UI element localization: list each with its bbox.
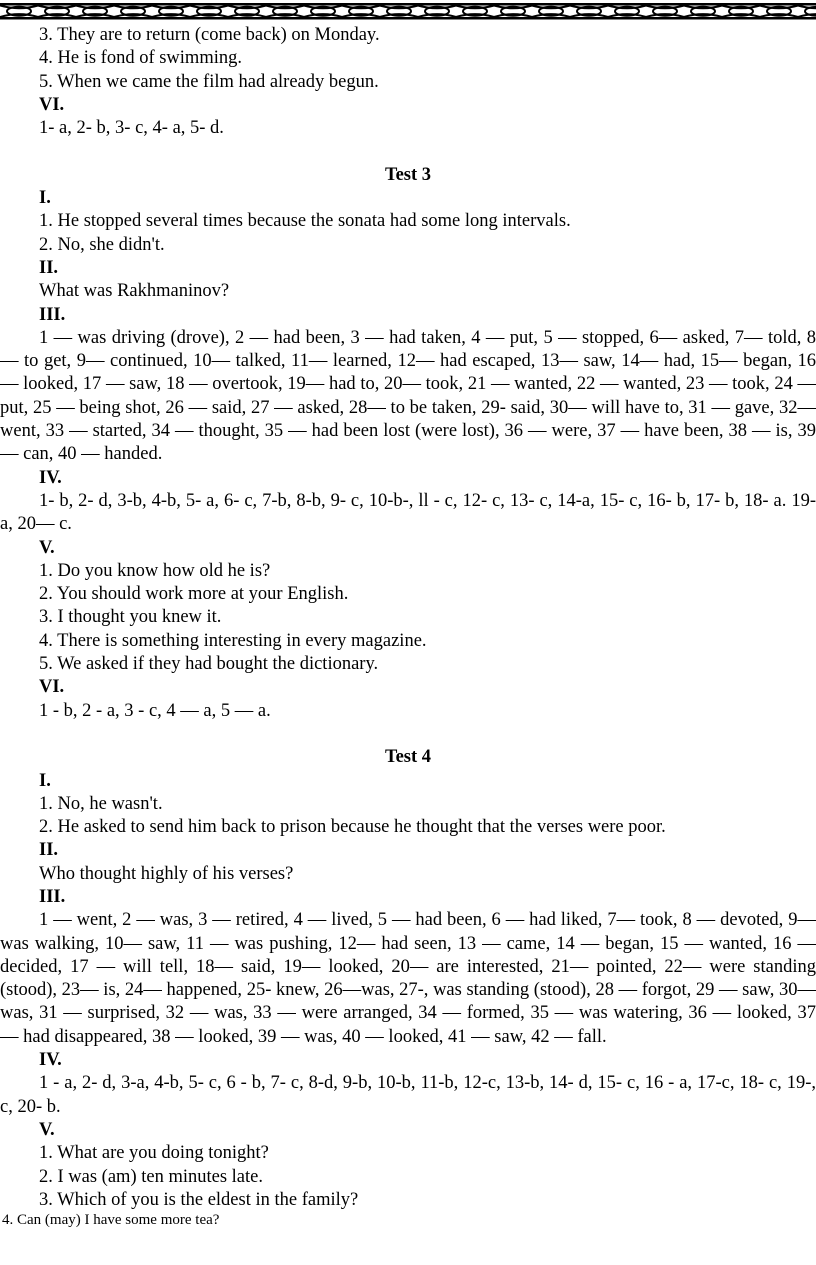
- section-heading-i: I.: [39, 770, 51, 791]
- answer-line: 1 - b, 2 - a, 3 - c, 4 — a, 5 — a.: [39, 700, 271, 721]
- test-4-title: Test 4: [384, 747, 432, 768]
- answer-line: 1. He stopped several times because the sonata had some long intervals.: [39, 211, 571, 232]
- section-heading-ii: II.: [39, 257, 59, 278]
- answer-line: 5. When we came the film had already begun.: [39, 71, 379, 92]
- answer-paragraph: 1 - a, 2- d, 3-a, 4-b, 5- c, 6 - b, 7- c, 8-d, 9-b, 10-b, 11-b, 12-c, 13-b, 14- d, 15- c, 16 - a, 17-c, 18- c, 19-, c, 20- b.: [0, 1073, 816, 1117]
- answer-line-small: 4. Can (may) I have some more tea?: [2, 1212, 220, 1229]
- answer-line: 3. I thought you knew it.: [39, 607, 222, 628]
- answer-line: 2. He asked to send him back to prison because he thought that the verses were poor.: [39, 817, 666, 838]
- section-heading-v: V.: [39, 537, 55, 558]
- answer-line: 2. I was (am) ten minutes late.: [39, 1166, 263, 1187]
- answer-line: 5. We asked if they had bought the dictionary.: [39, 654, 379, 675]
- section-heading-iv: IV.: [39, 467, 62, 488]
- answer-paragraph: 1 — was driving (drove), 2 — had been, 3 — had taken, 4 — put, 5 — stopped, 6— asked, 7— told, 8 — to get, 9— continued, 10— talked, 11— learned, 12— had escaped, 13— saw, 14— had, 15— began, 16— looked, 17 — saw, 18 — overtook, 19— had to, 20— took, 21 — wanted, 22 — wanted, 23 — took, 24 — put, 25 — being shot, 26 — said, 27 — asked, 28— to be taken, 29- said, 30— will have to, 31 — gave, 32— went, 33 — started, 34 — thought, 35 — had been lost (were lost), 36 — were, 37 — have been, 38 — is, 39 — can, 40 — handed.: [0, 327, 816, 465]
- answer-paragraph: 1- b, 2- d, 3-b, 4-b, 5- a, 6- c, 7-b, 8-b, 9- c, 10-b-, ll - c, 12- c, 13- c, 14-a, 15- c, 16- b, 17- b, 18- a. 19-a, 20— c.: [0, 490, 816, 535]
- answer-line: 4. There is something interesting in every magazine.: [39, 630, 427, 651]
- answer-line: 3. Which of you is the eldest in the family?: [39, 1189, 359, 1210]
- section-heading-iii: III.: [39, 304, 66, 325]
- section-heading-iv: IV.: [39, 1050, 62, 1071]
- section-heading-ii: II.: [39, 840, 59, 861]
- answer-line: 1. Do you know how old he is?: [39, 560, 271, 581]
- answer-line: Who thought highly of his verses?: [39, 863, 294, 884]
- section-heading-i: I.: [39, 188, 51, 209]
- answer-line: 1. No, he wasn't.: [39, 793, 163, 814]
- answer-line: 3. They are to return (come back) on Monday.: [39, 25, 380, 45]
- section-heading-vi: VI.: [39, 677, 65, 698]
- answer-line: 2. No, she didn't.: [39, 234, 165, 255]
- answer-line: 2. You should work more at your English.: [39, 584, 349, 605]
- section-heading-vi: VI.: [39, 94, 65, 115]
- answer-line: 1. What are you doing tonight?: [39, 1143, 269, 1164]
- document-page: [0, 24, 816, 1228]
- decorative-border: [0, 0, 816, 24]
- answer-line: 1- a, 2- b, 3- c, 4- a, 5- d.: [39, 118, 224, 139]
- test-3-title: Test 3: [384, 164, 432, 185]
- answer-line: What was Rakhmaninov?: [39, 281, 230, 302]
- answer-line: 4. He is fond of swimming.: [39, 48, 242, 69]
- answer-paragraph: 1 — went, 2 — was, 3 — retired, 4 — lived, 5 — had been, 6 — had liked, 7— took, 8 — devoted, 9— was walking, 10— saw, 11 — was pushing, 12— had seen, 13 — came, 14 — began, 15 — wanted, 16 — decided, 17 — will tell, 18— said, 19— looked, 20— are interested, 21— pointed, 22— were standing (stood), 23— is, 24— happened, 25- knew, 26—was, 27-, was standing (stood), 28 — forgot, 29 — saw, 30— was, 31 — surprised, 32 — was, 33 — were arranged, 34 — formed, 35 — was watering, 36 — looked, 37 — had disappeared, 38 — looked, 39 — was, 40 — looked, 41 — saw, 42 — fall.: [0, 910, 816, 1047]
- section-heading-v: V.: [39, 1119, 55, 1140]
- section-heading-iii: III.: [39, 886, 66, 907]
